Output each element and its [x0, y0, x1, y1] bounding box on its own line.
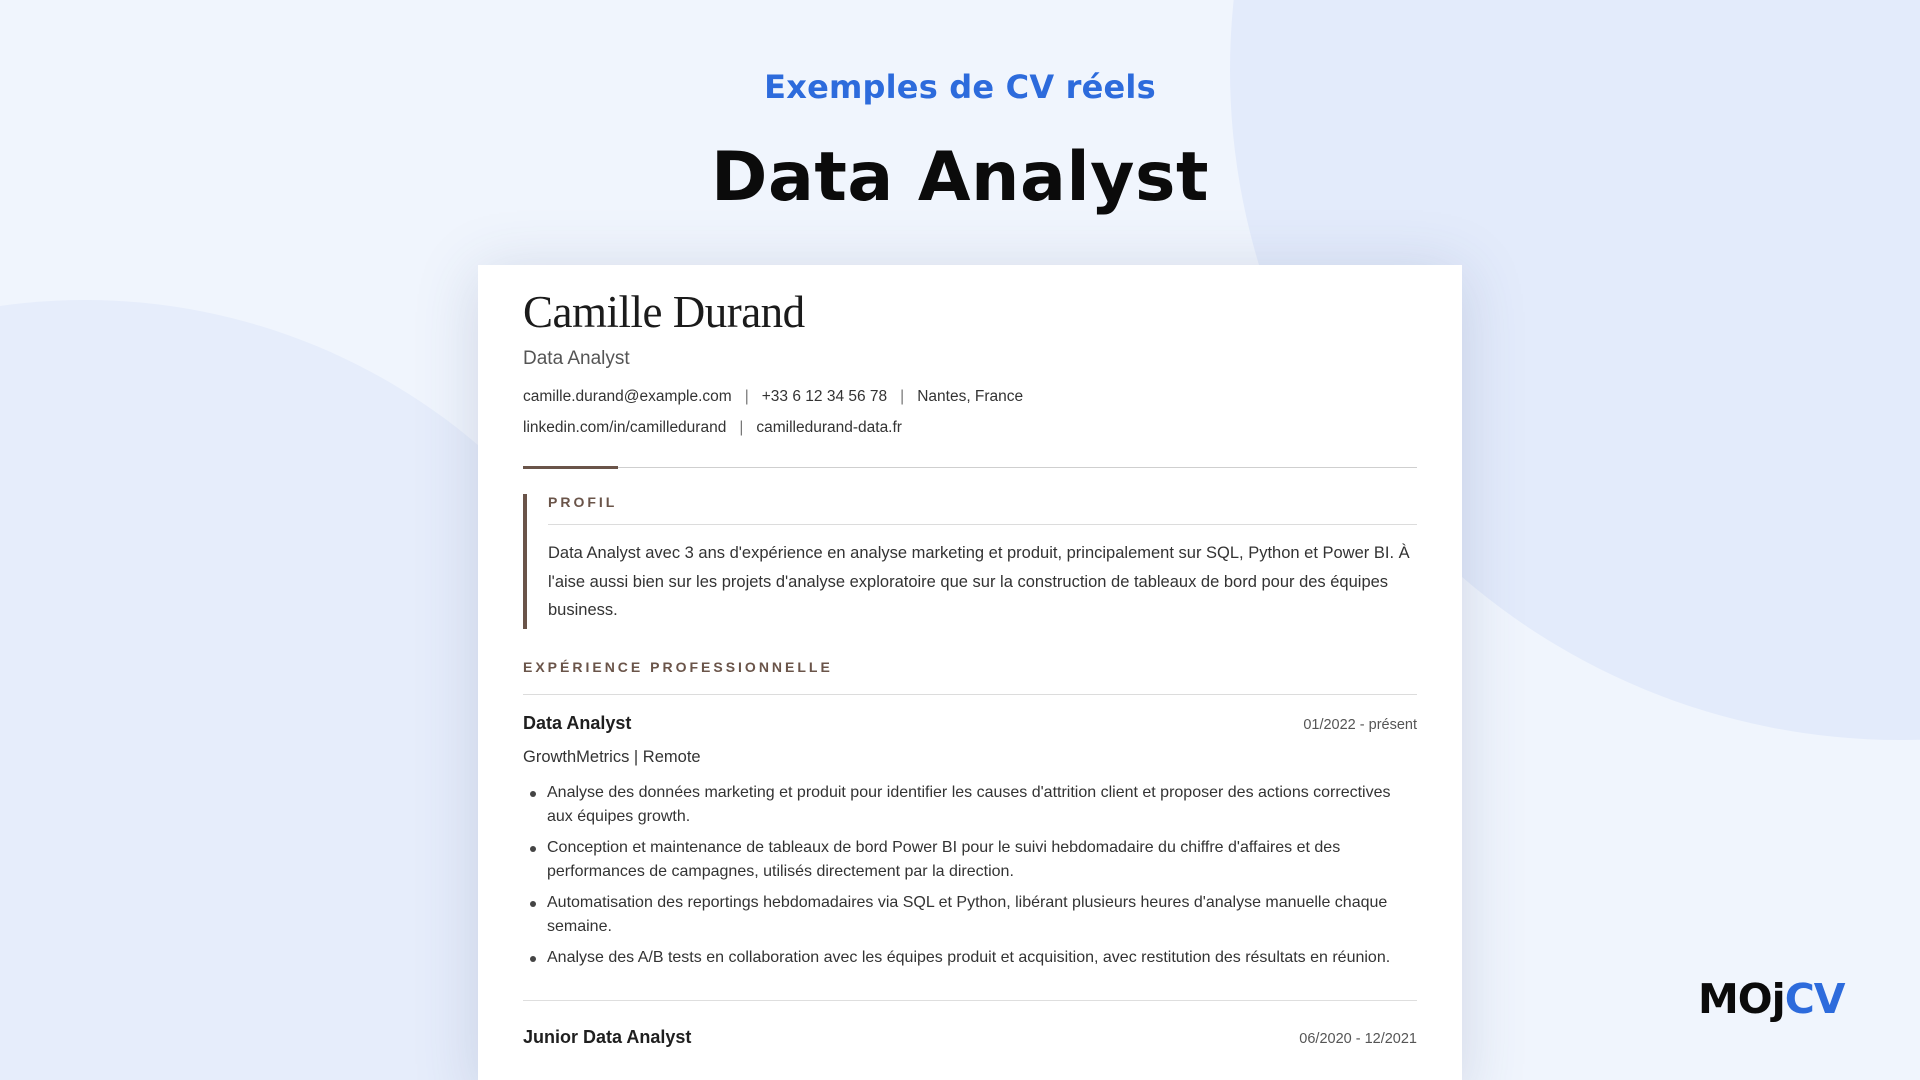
contact-email[interactable]: camille.durand@example.com [523, 388, 732, 405]
job-bullet: Automatisation des reportings hebdomadaires via SQL et Python, libérant plusieurs heures d'analyse manuelle chaque semaine. [523, 891, 1417, 940]
section-divider [523, 694, 1417, 695]
profile-section [523, 494, 1417, 629]
contact-website[interactable]: camilledurand-data.fr [756, 419, 902, 436]
page-title: Data Analyst [711, 138, 1209, 217]
cv-name: Camille Durand [523, 287, 805, 337]
experience-section-title: EXPÉRIENCE PROFESSIONNELLE [523, 658, 833, 675]
job-dates: 01/2022 - présent [1303, 716, 1417, 733]
contact-line-secondary [523, 419, 1417, 437]
logo-text-blue: CV [1784, 975, 1845, 1023]
contact-separator: | [900, 388, 905, 405]
job-title: Data Analyst [523, 712, 632, 733]
job-header [523, 713, 1417, 734]
contact-line-primary [523, 388, 1417, 406]
contact-location: Nantes, France [917, 388, 1024, 405]
contact-separator: | [739, 419, 744, 436]
job-bullet: Conception et maintenance de tableaux de bord Power BI pour le suivi hebdomadaire du chiffre d'affaires et des performances de campagnes, utilisés directement par la direction. [523, 836, 1417, 885]
job-company: GrowthMetrics | Remote [523, 747, 701, 766]
contact-separator: | [744, 388, 749, 405]
contact-phone[interactable]: +33 6 12 34 56 78 [761, 388, 888, 405]
page-eyebrow: Exemples de CV réels [764, 68, 1156, 106]
cv-role: Data Analyst [523, 348, 630, 369]
header-divider-accent [523, 466, 618, 469]
job-bullet: Analyse des données marketing et produit pour identifier les causes d'attrition client et proposer des actions correctives aux équipes growth. [523, 781, 1417, 830]
job-bullets [523, 781, 1417, 971]
job-dates: 06/2020 - 12/2021 [1299, 1031, 1417, 1047]
job-entry [523, 713, 1417, 971]
logo-text-dark: MOj [1698, 975, 1785, 1023]
job-entry [523, 1027, 1417, 1048]
section-divider [548, 524, 1417, 525]
cv-document [478, 265, 1462, 1080]
contact-linkedin[interactable]: linkedin.com/in/camilledurand [523, 419, 727, 436]
mojcv-logo[interactable] [1698, 975, 1845, 1023]
profile-section-title: PROFIL [548, 494, 618, 510]
job-divider [523, 1000, 1417, 1001]
experience-section [523, 659, 1417, 1049]
job-header [523, 1027, 1417, 1048]
job-title: Junior Data Analyst [523, 1027, 692, 1047]
job-bullet: Analyse des A/B tests en collaboration avec les équipes produit et acquisition, avec restitution des résultats en réunion. [523, 946, 1417, 971]
header-divider [523, 467, 1417, 468]
profile-text: Data Analyst avec 3 ans d'expérience en analyse marketing et produit, principalement sur SQL, Python et Power BI. À l'aise aussi bien sur les projets d'analyse exploratoire que sur la construction de tableaux de bord pour des équipes business. [548, 544, 1410, 619]
